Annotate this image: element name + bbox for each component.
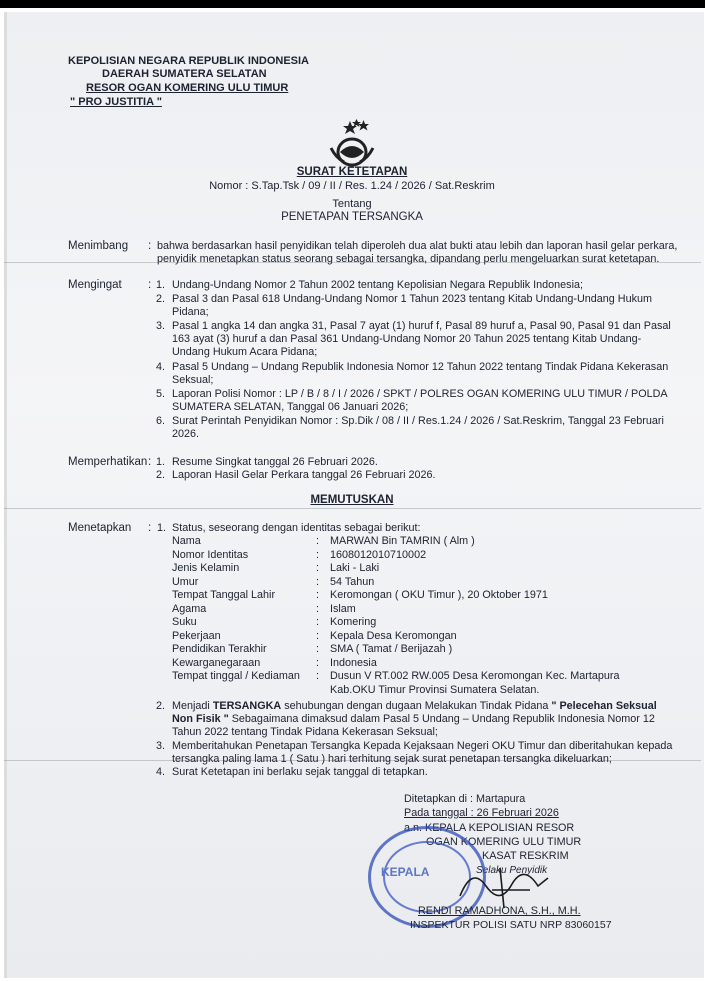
colon: :	[316, 602, 319, 615]
header-institution: KEPOLISIAN NEGARA REPUBLIK INDONESIA	[68, 55, 310, 67]
mengingat-text: Laporan Polisi Nomor : LP / B / 8 / I / 2026 / SPKT / POLRES OGAN KOMERING ULU TIMUR / POLDA	[172, 388, 668, 400]
doc-number: Nomor : S.Tap.Tsk / 09 / II / Res. 1.24 / 2026 / Sat.Reskrim	[209, 180, 495, 192]
memperhatikan-label: Memperhatikan	[68, 456, 148, 468]
identity-value: MARWAN Bin TAMRIN ( Alm )	[330, 535, 475, 547]
identity-value: Laki - Laki	[330, 562, 380, 574]
identity-label: Suku	[172, 616, 197, 628]
identity-label: Tempat Tanggal Lahir	[172, 589, 276, 601]
mengingat-num: 6.	[156, 415, 166, 427]
mengingat-text: Pasal 3 dan Pasal 618 Undang-Undang Nomor 1 Tahun 2023 tentang Kitab Undang-Undang Hukum	[172, 293, 652, 305]
colon: :	[148, 240, 152, 252]
stamp-text: KEPALA	[381, 865, 430, 879]
identity-label: Agama	[172, 602, 207, 615]
identity-label: Pendidikan Terakhir	[172, 643, 267, 655]
doc-heading: SURAT KETETAPAN	[296, 166, 408, 178]
colon: :	[316, 670, 319, 682]
identity-value: Dusun V RT.002 RW.005 Desa Keromongan Kec. Martapura	[330, 670, 620, 682]
mengingat-text: SUMATERA SELATAN, Tanggal 06 Januari 2026;	[172, 401, 409, 413]
memutuskan-heading: MEMUTUSKAN	[310, 494, 394, 506]
mengingat-num: 4.	[156, 361, 166, 373]
identity-value: Kepala Desa Keromongan	[330, 629, 457, 642]
mengingat-num: 3.	[156, 320, 166, 332]
colon: :	[316, 535, 319, 547]
ditetapkan-di: Ditetapkan di : Martapura	[404, 793, 526, 805]
colon: :	[316, 616, 319, 628]
top-black-bar	[0, 0, 705, 8]
identity-value: Islam	[330, 602, 356, 615]
an-kepala: a.n. KEPALA KEPOLISIAN RESOR	[404, 822, 575, 834]
mengingat-text: Pasal 5 Undang – Undang Republik Indonesia Nomor 12 Tahun 2022 tentang Tindak Pidana Kekerasan	[172, 361, 669, 373]
colon: :	[148, 522, 152, 534]
mengingat-label: Mengingat	[68, 279, 122, 291]
item3-line-1: Memberitahukan Penetapan Tersangka Kepada Kejaksaan Negeri OKU Timur dan diberitahukan kepada	[172, 740, 673, 752]
doc-tentang: Tentang	[332, 198, 372, 210]
identity-label: Kewarganegaraan	[172, 656, 261, 669]
memperhatikan-text: Resume Singkat tanggal 26 Februari 2026.	[172, 456, 378, 468]
item2-line-3: Tahun 2022 tentang Tindak Pidana Kekerasan Seksual;	[172, 726, 438, 738]
menetapkan-num: 1.	[157, 522, 167, 534]
colon: :	[316, 643, 319, 655]
menetapkan-label: Menetapkan	[68, 522, 132, 534]
colon: :	[316, 548, 319, 561]
mengingat-num: 1.	[156, 279, 166, 291]
mengingat-text: Surat Perintah Penyidikan Nomor : Sp.Dik / 08 / II / Res.1.24 / 2026 / Sat.Reskrim, Tanggal 23 Februari	[172, 415, 664, 427]
header-resor: RESOR OGAN KOMERING ULU TIMUR	[86, 82, 289, 94]
colon: :	[316, 575, 319, 588]
an-resor: OGAN KOMERING ULU TIMUR	[426, 836, 582, 848]
header-region: DAERAH SUMATERA SELATAN	[102, 68, 267, 80]
identity-label: Pekerjaan	[172, 629, 221, 642]
identity-label: Nomor Identitas	[172, 548, 249, 561]
colon: :	[316, 589, 319, 601]
mengingat-text: Pidana;	[172, 306, 209, 318]
menetapkan-num: 2.	[156, 700, 166, 712]
fold-crease	[4, 508, 701, 509]
mengingat-text: 2026.	[172, 428, 200, 440]
menetapkan-num: 4.	[156, 766, 166, 778]
colon: :	[316, 562, 319, 574]
identity-value: 54 Tahun	[330, 575, 375, 588]
identity-label: Umur	[172, 575, 199, 588]
menetapkan-num: 3.	[156, 740, 166, 752]
kasat-reskrim: KASAT RESKRIM	[482, 850, 569, 862]
colon: :	[316, 629, 319, 642]
menimbang-line-1: bahwa berdasarkan hasil penyidikan telah diperoleh dua alat bukti atau lebih dan laporan hasil gelar perkara,	[157, 240, 678, 252]
mengingat-text: Undang-Undang Nomor 2 Tahun 2002 tentang Kepolisian Negara Republik Indonesia;	[172, 279, 583, 291]
colon: :	[316, 656, 319, 669]
identity-value: 1608012010710002	[330, 548, 427, 561]
item4-text: Surat Ketetapan ini berlaku sejak tanggal di tetapkan.	[172, 766, 428, 778]
menetapkan-text: Status, seseorang dengan identitas sebagai berikut:	[172, 522, 421, 534]
mengingat-text: Pasal 1 angka 14 dan angka 31, Pasal 7 ayat (1) huruf f, Pasal 89 huruf a, Pasal 90, Pasal 91 dan Pasal	[172, 320, 671, 332]
colon: :	[148, 456, 152, 468]
pada-tanggal: Pada tanggal : 26 Februari 2026	[404, 807, 559, 819]
mengingat-num: 5.	[156, 388, 166, 400]
identity-value: Indonesia	[330, 656, 377, 669]
pro-justitia: " PRO JUSTITIA "	[70, 96, 162, 108]
item3-line-2: tersangka paling lama 1 ( Satu ) hari terhitung sejak surat penetapan tersangka dikeluarkan;	[172, 753, 612, 765]
memperhatikan-text: Laporan Hasil Gelar Perkara tanggal 26 Februari 2026.	[172, 469, 436, 481]
identity-value: Komering	[330, 616, 377, 628]
colon: :	[148, 279, 152, 291]
memperhatikan-num: 2.	[156, 469, 166, 481]
mengingat-text: 163 ayat (3) huruf a dan Pasal 361 Undang-Undang Nomor 20 Tahun 2025 tentang Kitab Undang-	[172, 333, 642, 345]
identity-value: Keromongan ( OKU Timur ), 20 Oktober 1971	[330, 589, 548, 601]
mengingat-text: Seksual;	[172, 374, 214, 386]
identity-label: Nama	[172, 535, 201, 547]
item2-line-1: Menjadi TERSANGKA sehubungan dengan dugaan Melakukan Tindak Pidana " Pelecehan Seksual	[172, 700, 657, 712]
police-emblem-icon	[326, 118, 378, 168]
selaku-penyidik: Selaku Penyidik	[476, 865, 548, 876]
address-line-2: Kab.OKU Timur Provinsi Sumatera Selatan.	[330, 684, 540, 696]
identity-label: Jenis Kelamin	[172, 562, 240, 574]
doc-subject: PENETAPAN TERSANGKA	[281, 211, 423, 223]
menimbang-line-2: penyidik menetapkan status seorang sebagai tersangka, dipandang perlu mengeluarkan surat ketetapan.	[157, 253, 660, 265]
mengingat-num: 2.	[156, 293, 166, 305]
identity-value: SMA ( Tamat / Berijazah )	[330, 643, 453, 655]
identity-label: Tempat tinggal / Kediaman	[172, 670, 300, 682]
mengingat-text: Undang Hukum Acara Pidana;	[172, 346, 318, 358]
officer-name: RENDI RAMADHONA, S.H., M.H.	[418, 905, 581, 917]
memperhatikan-num: 1.	[156, 456, 166, 468]
officer-rank: INSPEKTUR POLISI SATU NRP 83060157	[410, 919, 612, 931]
menimbang-label: Menimbang	[68, 240, 129, 252]
item2-line-2: Non Fisik " Sebagaimana dimaksud dalam Pasal 5 Undang – Undang Republik Indonesia Nomor 12	[172, 713, 655, 725]
